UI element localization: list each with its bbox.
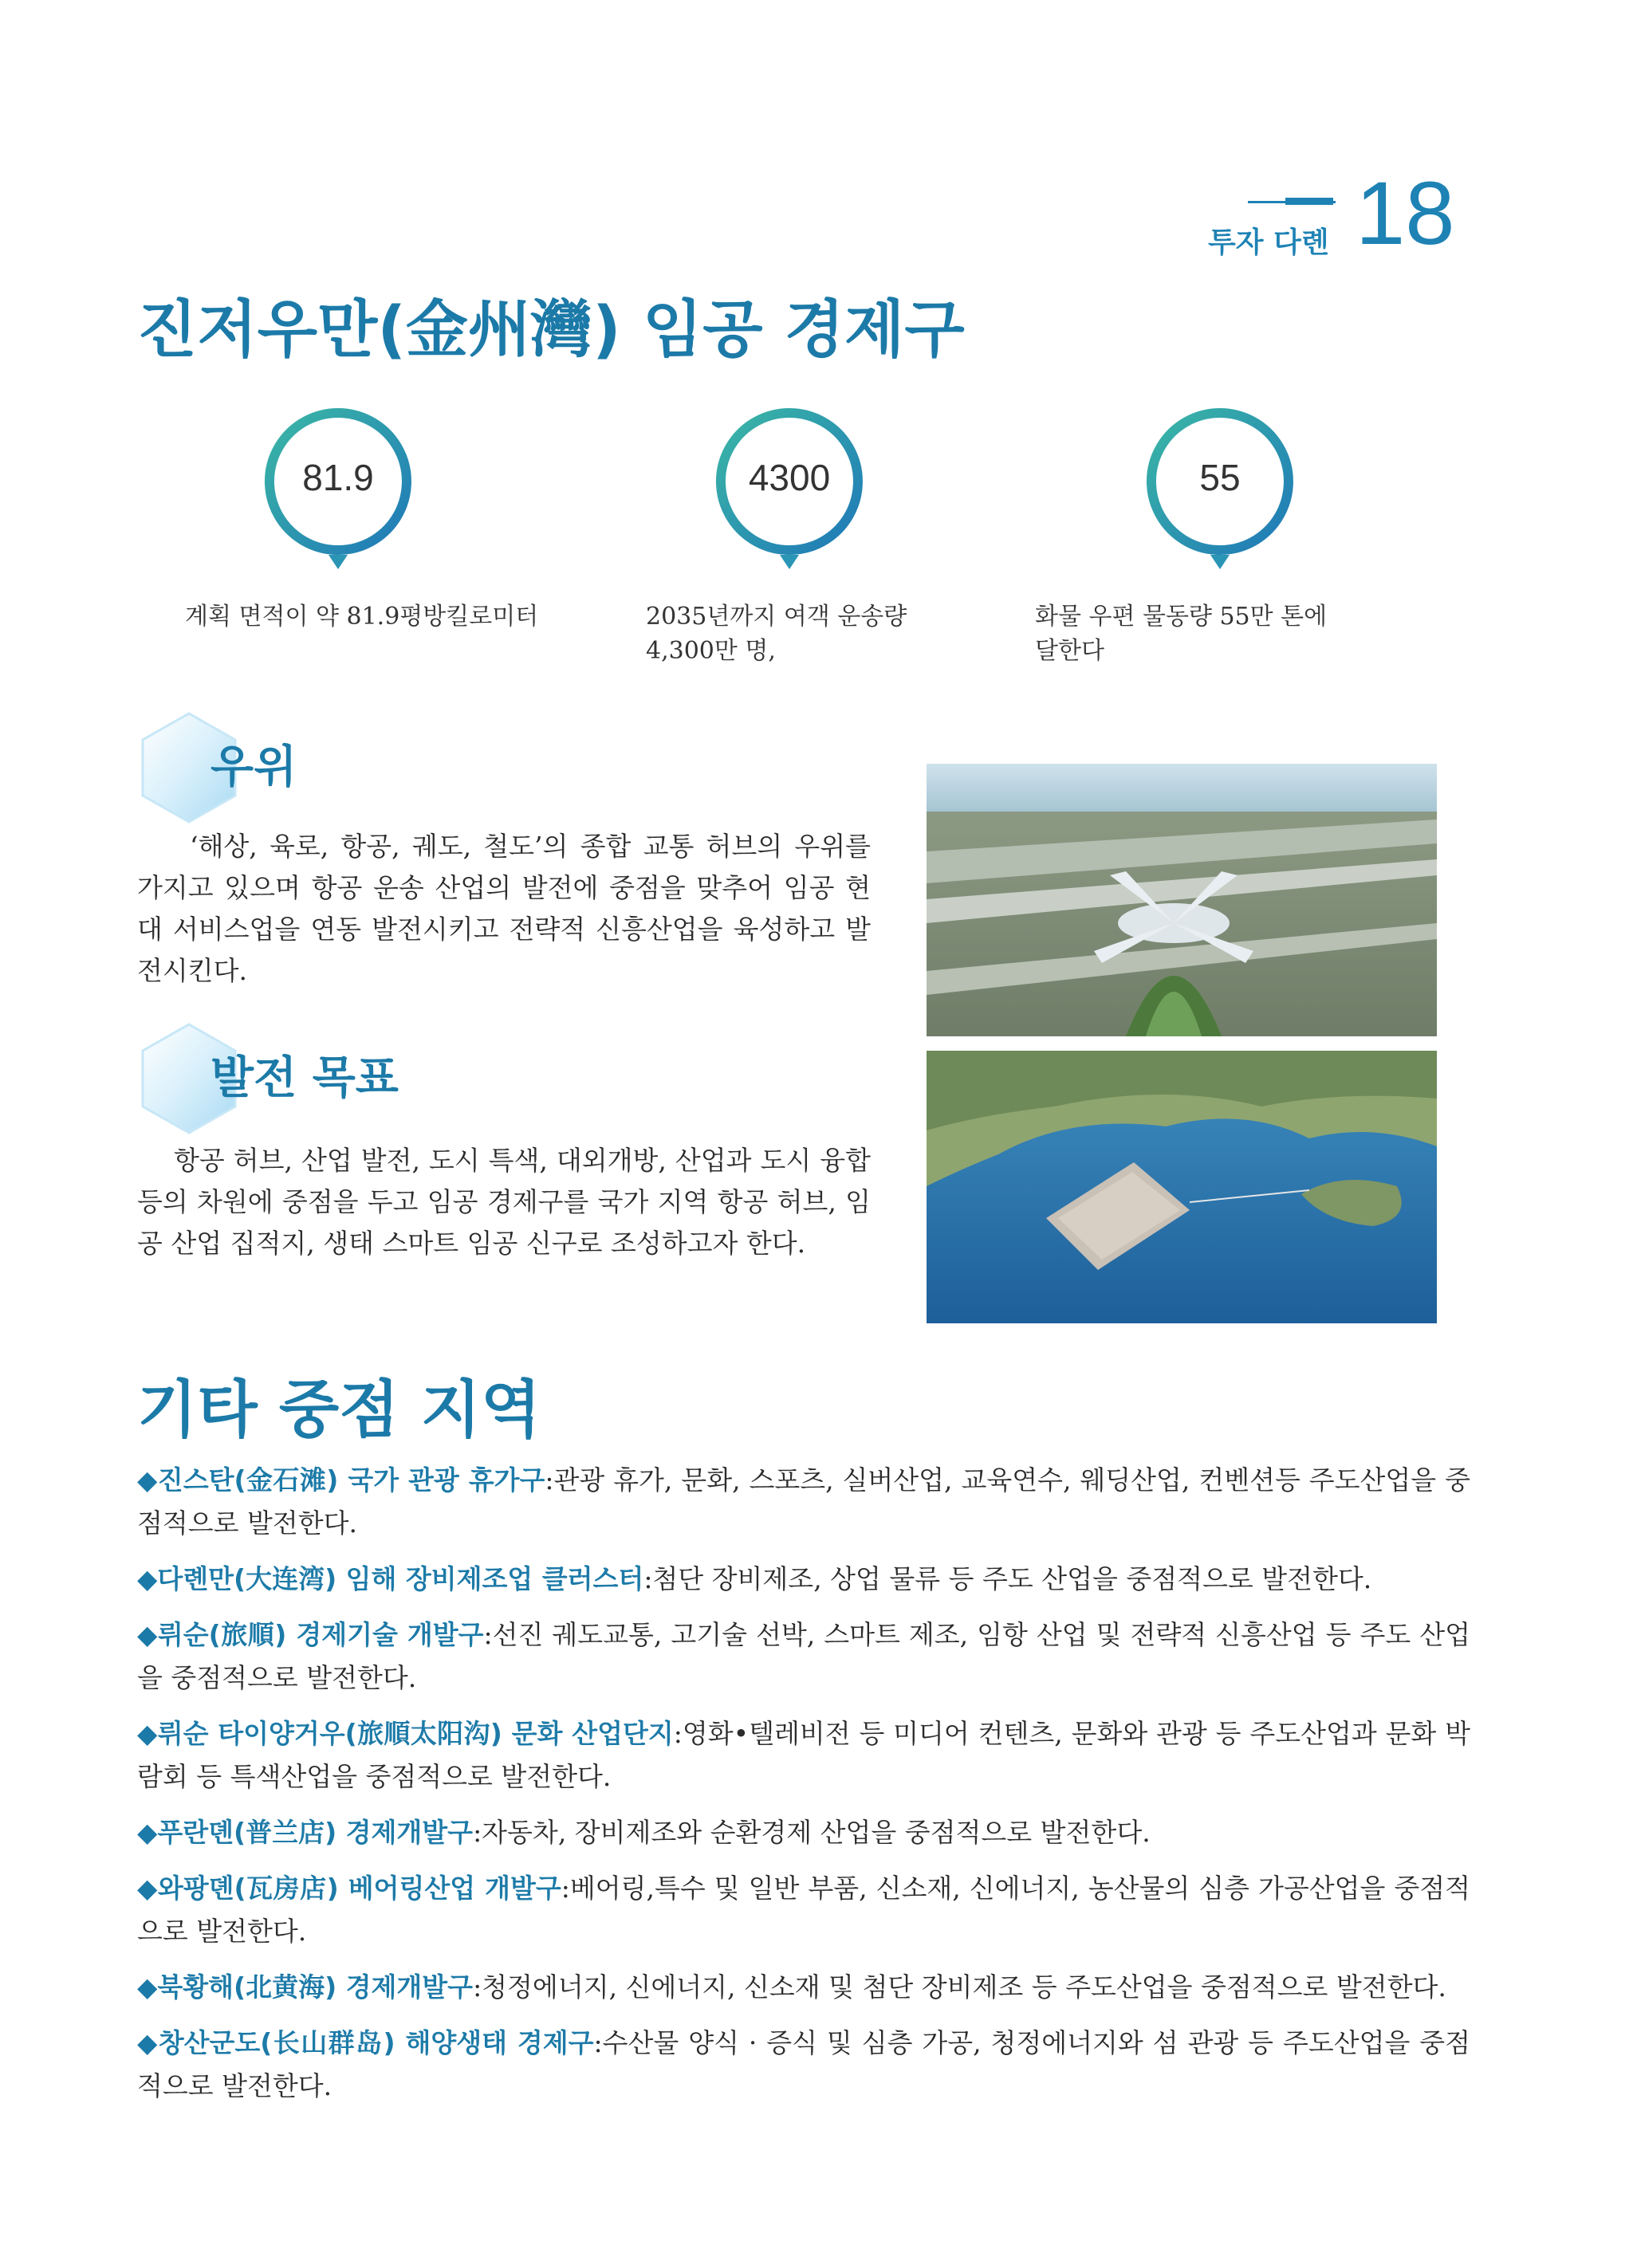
area-description: :영화•텔레비전 등 미디어 컨텐츠, 문화와 관광 등 주도산업과 문화 박람회 등 특색산업을 중점적으로 발전한다. [137,1718,1470,1792]
list-item [137,1867,1470,1953]
list-item [137,1712,1470,1798]
header-rule-accent [1285,198,1333,205]
area-name: ◆창산군도(长山群岛) 해양생태 경제구 [137,2027,594,2058]
advantage-text: ‘해상, 육로, 항공, 궤도, 철도’의 종합 교통 허브의 우위를 가지고 있으며 항공 운송 산업의 발전에 중점을 맞추어 임공 현대 서비스업을 연동 발전시키고 전략적 신흥산업을 육성하고 발전시킨다. [137,831,871,986]
stat-description-line: 화물 우편 물동량 55만 톤에 [1035,603,1328,631]
airport-terminal-photo [927,764,1437,1036]
area-name: ◆뤼순 타이양거우(旅順太阳沟) 문화 산업단지 [137,1718,674,1749]
stat-value: 4300 [748,457,831,498]
list-item [137,1614,1470,1700]
area-description: :자동차, 장비제조와 순환경제 산업을 중점적으로 발전한다. [473,1817,1151,1848]
section-heading-text: 발전 목표 [211,1052,399,1104]
island-airport-aerial-photo [927,1051,1437,1323]
area-description: :관광 휴가, 문화, 스포츠, 실버산업, 교육연수, 웨딩산업, 컨벤션등 주도산업을 중점적으로 발전한다. [137,1464,1470,1539]
stat-description-line: 달한다 [1035,637,1104,665]
area-description: :선진 궤도교통, 고기술 선박, 스마트 제조, 임항 산업 및 전략적 신흥산업 등 주도 산업을 중점적으로 발전한다. [137,1619,1470,1693]
goal-text: 항공 허브, 산업 발전, 도시 특색, 대외개방, 산업과 도시 융합 등의 차원에 중점을 두고 임공 경제구를 국가 지역 항공 허브, 임공 산업 집적지, 생태 스마트 임공 신구로 조성하고자 한다. [137,1145,871,1259]
area-name: ◆다롄만(大连湾) 임해 장비제조업 클러스터 [137,1563,644,1594]
stat-description [646,599,907,668]
page-title: 진저우만(金州灣) 임공 경제구 [137,294,965,366]
list-item [137,1459,1470,1545]
area-name: ◆북황해(北黄海) 경제개발구 [137,1971,474,2003]
goal-paragraph [137,1140,871,1264]
stat-description [1035,599,1327,668]
area-name: ◆푸란뎬(普兰店) 경제개발구 [137,1817,474,1848]
list-item [137,1966,1470,2009]
section-heading-goal [137,1020,536,1148]
area-name: ◆와팡뎬(瓦房店) 베어링산업 개발구 [137,1873,561,1904]
stat-badge-area [258,407,418,574]
stat-value: 55 [1199,457,1241,498]
stat-description [185,599,538,634]
area-description: :베어링,특수 및 일반 부품, 신소재, 신에너지, 농산물의 심층 가공산업을 중점적으로 발전한다. [137,1873,1470,1947]
area-description: :첨단 장비제조, 상업 물류 등 주도 산업을 중점적으로 발전한다. [643,1563,1372,1594]
section-heading-advantage [137,709,456,837]
header-label: 투자 다롄 [1208,226,1329,259]
list-item [137,1558,1470,1601]
advantage-paragraph [137,826,871,992]
stat-badge-cargo [1140,407,1300,574]
list-item [137,2022,1470,2108]
stat-description-line: 계획 면적이 약 81.9평방킬로미터 [185,603,539,631]
area-name: ◆진스탄(金石滩) 국가 관광 휴가구 [137,1464,545,1496]
stat-badge-passengers [710,407,869,574]
list-item [137,1811,1470,1854]
stat-value: 81.9 [302,457,374,498]
section-title-other-areas: 기타 중점 지역 [137,1374,541,1446]
key-areas-list [137,1459,1470,2121]
stat-description-line: 4,300만 명, [646,637,776,665]
area-description: :수산물 양식 · 증식 및 심층 가공, 청정에너지와 섬 관광 등 주도산업을 중점적으로 발전한다. [137,2027,1470,2101]
area-name: ◆뤼순(旅順) 경제기술 개발구 [137,1619,484,1650]
page-number: 18 [1356,163,1455,263]
stat-description-line: 2035년까지 여객 운송량 [646,603,907,631]
section-heading-text: 우위 [211,741,297,793]
area-description: :청정에너지, 신에너지, 신소재 및 첨단 장비제조 등 주도산업을 중점적으로 발전한다. [473,1971,1446,2003]
